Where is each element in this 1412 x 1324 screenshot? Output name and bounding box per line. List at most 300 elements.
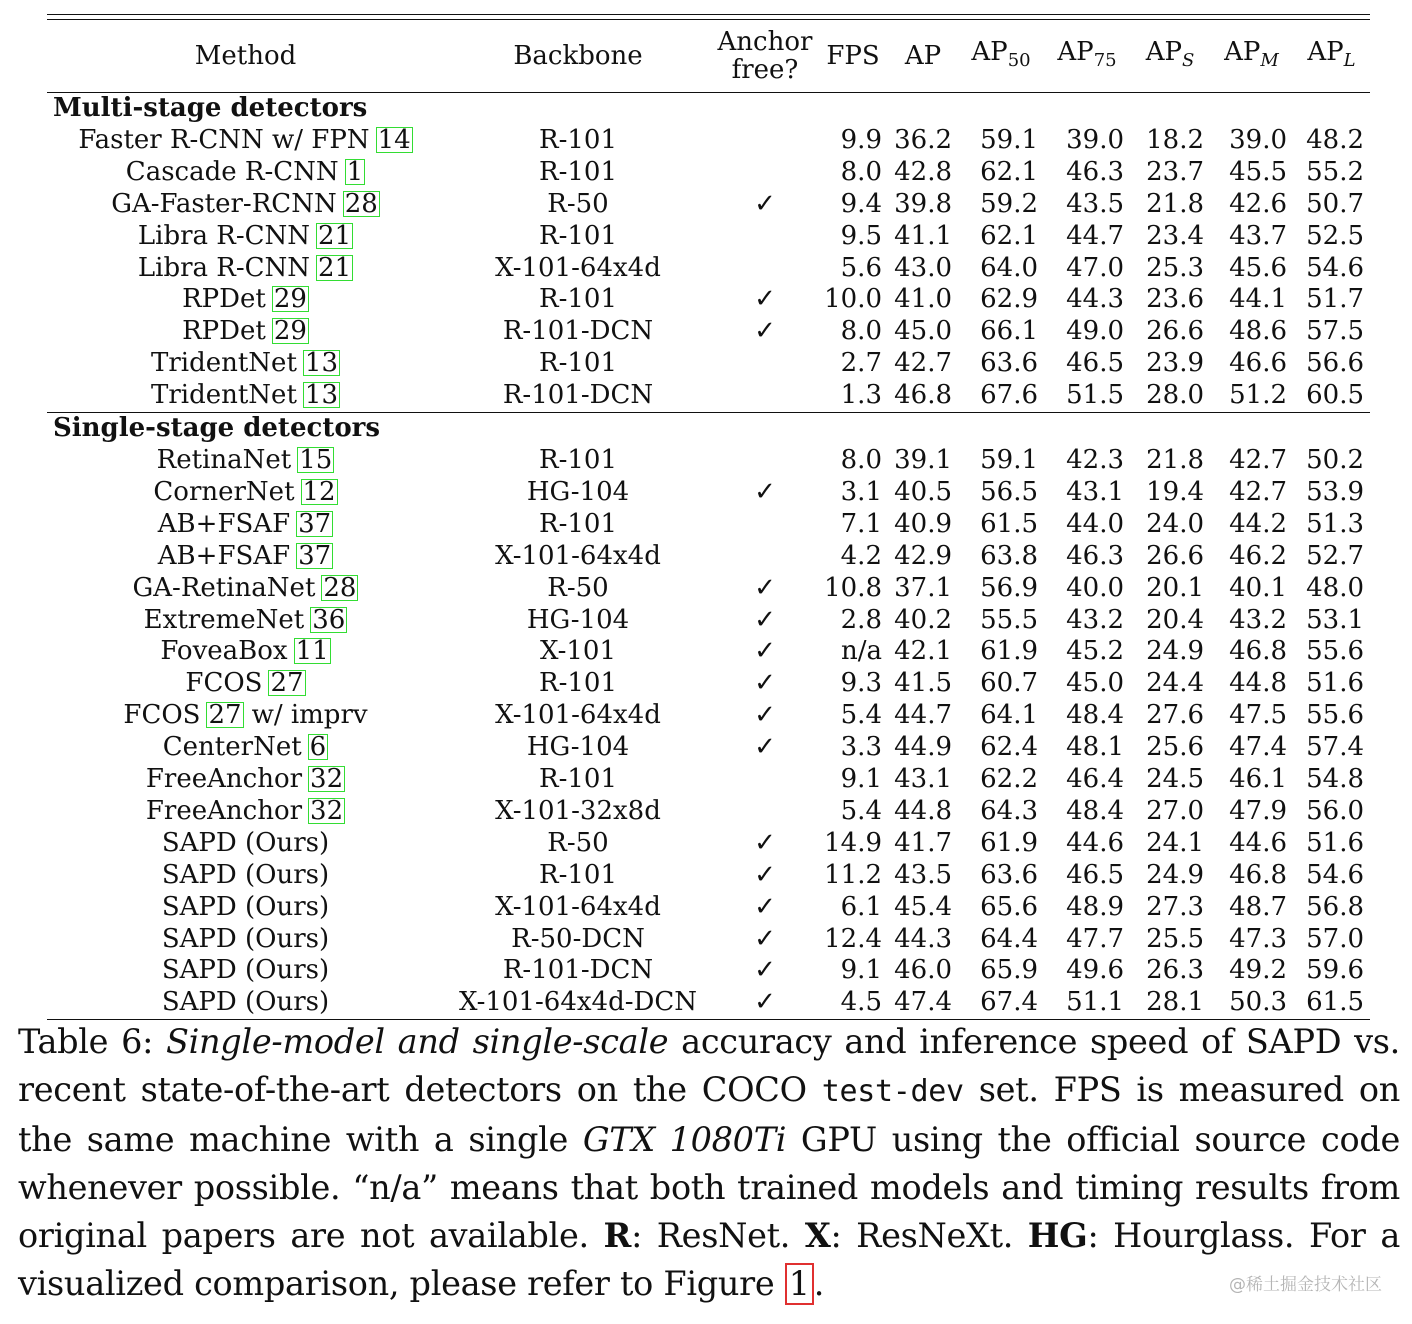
ap50-cell: 59.2 <box>980 188 1038 219</box>
ap-cell: 40.5 <box>894 476 952 507</box>
aps-cell: 24.9 <box>1146 636 1204 667</box>
table-row <box>47 189 1370 221</box>
ap75-cell: 48.1 <box>1066 732 1124 763</box>
aps-cell: 27.3 <box>1146 891 1204 922</box>
anchor-free-check: ✓ <box>754 732 776 763</box>
ap75-cell: 49.0 <box>1066 316 1124 347</box>
table-row <box>47 796 1370 828</box>
anchor-free-check: ✓ <box>754 636 776 667</box>
table-row <box>47 668 1370 700</box>
fps-cell: 4.5 <box>818 987 888 1019</box>
method-name: Cascade R-CNN <box>125 156 339 187</box>
header-anchor-line1: Anchor <box>717 27 813 57</box>
ap75-cell: 46.5 <box>1066 348 1124 379</box>
fps-cell: 6.1 <box>840 891 882 922</box>
ap50-cell: 56.9 <box>980 572 1038 603</box>
backbone-cell: X-101-64x4d-DCN <box>444 987 712 1019</box>
table-row <box>47 732 1370 764</box>
apl-cell: 50.2 <box>1306 444 1364 475</box>
table-row <box>47 253 1370 285</box>
anchor-free-check: ✓ <box>754 859 776 890</box>
ap50-cell: 59.1 <box>980 124 1038 155</box>
fps-cell: 9.1 <box>840 764 882 795</box>
ap-cell: 43.0 <box>894 252 952 283</box>
method-cell <box>47 348 444 380</box>
header-row <box>47 20 1370 93</box>
anchor-free-check <box>712 541 818 573</box>
method-name: CornerNet <box>153 476 295 507</box>
backbone-cell: R-101-DCN <box>502 380 654 411</box>
method-name: GA-Faster-RCNN <box>111 188 337 219</box>
aps-cell: 23.4 <box>1146 220 1204 251</box>
fps-cell: 8.0 <box>840 156 882 187</box>
backbone-cell: R-101 <box>539 444 617 475</box>
apm-cell: 46.8 <box>1229 636 1287 667</box>
method-name: RPDet <box>182 284 266 315</box>
aps-cell: 20.4 <box>1146 604 1204 635</box>
caption-italic-2: GTX 1080Ti <box>582 1120 787 1159</box>
fps-cell: 11.2 <box>824 859 882 890</box>
table-row <box>47 955 1370 987</box>
table-row <box>47 924 1370 956</box>
ap50-cell: 62.1 <box>980 156 1038 187</box>
apl-cell: 55.6 <box>1306 636 1364 667</box>
caption-bold-x: X <box>804 1216 831 1255</box>
aps-cell: 25.3 <box>1146 252 1204 283</box>
ap75-cell: 47.0 <box>1066 252 1124 283</box>
header-ap50 <box>958 20 1044 93</box>
ap-cell: 44.8 <box>894 795 952 826</box>
apl-cell: 60.5 <box>1306 380 1364 411</box>
anchor-free-check: ✓ <box>754 188 776 219</box>
apl-cell: 53.1 <box>1306 604 1364 635</box>
citation-link[interactable]: 29 <box>273 284 307 315</box>
ap-cell: 40.9 <box>894 508 952 539</box>
anchor-free-check <box>712 253 818 285</box>
method-name: TridentNet <box>151 380 297 411</box>
citation-link[interactable]: 28 <box>323 572 357 603</box>
citation-link[interactable]: 13 <box>304 348 338 379</box>
ap50-cell: 55.5 <box>980 604 1038 635</box>
ap-cell: 46.8 <box>894 380 952 411</box>
backbone-cell: R-50 <box>547 188 609 219</box>
aps-cell: 23.7 <box>1146 156 1204 187</box>
method-name: SAPD (Ours) <box>161 827 330 858</box>
aps-cell: 21.8 <box>1146 188 1204 219</box>
apl-cell: 54.6 <box>1306 859 1364 890</box>
section-header-row <box>47 93 1370 125</box>
table-row <box>47 860 1370 892</box>
method-name: SAPD (Ours) <box>161 923 330 954</box>
fps-cell: 10.8 <box>824 572 882 603</box>
aps-cell: 28.1 <box>1130 987 1210 1019</box>
citation-link[interactable]: 37 <box>298 508 332 539</box>
aps-cell: 23.9 <box>1146 348 1204 379</box>
fps-cell: 3.3 <box>840 732 882 763</box>
figure-ref-link[interactable]: 1 <box>785 1263 814 1305</box>
table-row <box>47 380 1370 412</box>
header-backbone: Backbone <box>513 41 643 71</box>
backbone-cell: X-101-64x4d <box>495 700 661 731</box>
ap75-cell: 46.4 <box>1066 764 1124 795</box>
ap50-cell: 64.0 <box>980 252 1038 283</box>
header-aps-main: AP <box>1145 36 1182 67</box>
header-ap50-sub: 50 <box>1007 49 1031 71</box>
aps-cell: 18.2 <box>1146 124 1204 155</box>
fps-cell: n/a <box>840 636 882 667</box>
method-cell <box>47 284 444 316</box>
ap50-cell: 63.6 <box>980 859 1038 890</box>
ap75-cell: 39.0 <box>1066 124 1124 155</box>
ap50-cell: 61.5 <box>980 508 1038 539</box>
citation-link[interactable]: 21 <box>318 252 352 283</box>
ap-cell: 40.2 <box>894 604 952 635</box>
anchor-free-check: ✓ <box>754 827 776 858</box>
ap75-cell: 48.9 <box>1066 891 1124 922</box>
ap75-cell: 44.3 <box>1066 284 1124 315</box>
header-ap75-main: AP <box>1057 36 1094 67</box>
ap50-cell: 59.1 <box>980 444 1038 475</box>
method-name: CenterNet <box>162 732 302 763</box>
apm-cell: 46.2 <box>1229 540 1287 571</box>
fps-cell: 14.9 <box>824 827 882 858</box>
apm-cell: 46.1 <box>1229 764 1287 795</box>
fps-cell: 1.3 <box>840 380 882 411</box>
ap-cell: 42.8 <box>894 156 952 187</box>
method-cell <box>47 860 444 892</box>
backbone-cell: HG-104 <box>526 604 630 635</box>
anchor-free-check <box>712 796 818 828</box>
table-body <box>47 93 1370 1020</box>
aps-cell: 21.8 <box>1146 444 1204 475</box>
citation-link[interactable]: 6 <box>309 732 327 763</box>
ap75-cell: 51.1 <box>1044 987 1130 1019</box>
table-row <box>47 987 1370 1019</box>
ap50-cell: 62.9 <box>980 284 1038 315</box>
citation-link[interactable]: 29 <box>273 316 307 347</box>
ap75-cell: 40.0 <box>1066 572 1124 603</box>
backbone-cell: R-101 <box>539 124 617 155</box>
apl-cell: 51.3 <box>1306 508 1364 539</box>
apl-cell: 48.2 <box>1306 124 1364 155</box>
fps-cell: 7.1 <box>840 508 882 539</box>
anchor-free-check: ✓ <box>754 604 776 635</box>
aps-cell: 27.6 <box>1146 700 1204 731</box>
apm-cell: 48.6 <box>1229 316 1287 347</box>
ap50-cell: 63.6 <box>980 348 1038 379</box>
apm-cell: 43.2 <box>1229 604 1287 635</box>
method-cell <box>47 221 444 253</box>
method-name: Libra R-CNN <box>137 252 311 283</box>
method-cell <box>47 924 444 956</box>
results-table-container <box>47 14 1370 1020</box>
header-apl-sub: L <box>1343 49 1356 71</box>
fps-cell: 10.0 <box>824 284 882 315</box>
method-cell <box>47 253 444 285</box>
anchor-free-check <box>712 380 818 412</box>
anchor-free-check: ✓ <box>754 923 776 954</box>
ap75-cell: 46.5 <box>1066 859 1124 890</box>
apl-cell: 61.5 <box>1293 987 1370 1019</box>
table-row <box>47 892 1370 924</box>
method-cell <box>47 892 444 924</box>
method-cell <box>47 828 444 860</box>
ap75-cell: 47.7 <box>1066 923 1124 954</box>
backbone-cell: HG-104 <box>526 732 630 763</box>
apm-cell: 47.5 <box>1229 700 1287 731</box>
caption-text-1: accuracy and inference speed of SAPD vs. recent state-of-the-art detectors on the COCO <box>18 1022 1400 1109</box>
method-cell <box>47 636 444 668</box>
ap-cell: 41.1 <box>894 220 952 251</box>
table-row <box>47 509 1370 541</box>
fps-cell: 8.0 <box>840 444 882 475</box>
header-apm-sub: M <box>1260 49 1279 71</box>
table-row <box>47 125 1370 157</box>
anchor-free-check: ✓ <box>754 891 776 922</box>
ap-cell: 43.1 <box>894 764 952 795</box>
header-anchor-free <box>712 20 818 93</box>
method-cell <box>47 668 444 700</box>
method-cell <box>47 987 444 1019</box>
anchor-free-check: ✓ <box>712 987 818 1019</box>
apl-cell: 52.5 <box>1306 220 1364 251</box>
method-name: AB+FSAF <box>157 508 291 539</box>
ap75-cell: 48.4 <box>1066 795 1124 826</box>
method-name: SAPD (Ours) <box>161 987 330 1018</box>
method-name: TridentNet <box>151 348 297 379</box>
method-name: RPDet <box>182 316 266 347</box>
backbone-cell: X-101-32x8d <box>495 795 661 826</box>
ap75-cell: 43.2 <box>1066 604 1124 635</box>
anchor-free-check: ✓ <box>754 284 776 315</box>
section-title: Single-stage detectors <box>47 413 1370 445</box>
backbone-cell: X-101-64x4d <box>495 252 661 283</box>
method-cell <box>47 157 444 189</box>
table-row <box>47 700 1370 732</box>
ap-cell: 45.4 <box>894 891 952 922</box>
header-aps <box>1130 20 1210 93</box>
fps-cell: 9.5 <box>840 220 882 251</box>
ap-cell: 45.0 <box>894 316 952 347</box>
apm-cell: 44.1 <box>1229 284 1287 315</box>
method-name: Faster R-CNN w/ FPN <box>78 124 370 155</box>
backbone-cell: R-101 <box>539 220 617 251</box>
ap-cell: 46.0 <box>894 955 952 986</box>
apl-cell: 56.6 <box>1306 348 1364 379</box>
method-name: RetinaNet <box>156 444 292 475</box>
header-ap: AP <box>904 41 942 71</box>
apm-cell: 50.3 <box>1210 987 1293 1019</box>
apm-cell: 45.5 <box>1229 156 1287 187</box>
method-cell <box>47 380 444 412</box>
fps-cell: 2.7 <box>840 348 882 379</box>
ap-cell: 47.4 <box>888 987 958 1019</box>
citation-link[interactable]: 27 <box>270 668 304 699</box>
ap75-cell: 49.6 <box>1066 955 1124 986</box>
ap-cell: 44.3 <box>894 923 952 954</box>
citation-link[interactable]: 28 <box>344 188 378 219</box>
aps-cell: 26.6 <box>1146 540 1204 571</box>
citation-link[interactable]: 21 <box>318 220 352 251</box>
backbone-cell: R-50 <box>547 827 609 858</box>
anchor-free-check: ✓ <box>754 572 776 603</box>
method-cell <box>47 605 444 637</box>
citation-link[interactable]: 36 <box>312 604 346 635</box>
ap50-cell: 63.8 <box>980 540 1038 571</box>
ap-cell: 42.1 <box>894 636 952 667</box>
table-row <box>47 573 1370 605</box>
ap50-cell: 65.9 <box>980 955 1038 986</box>
fps-cell: 8.0 <box>840 316 882 347</box>
backbone-cell: X-101 <box>540 636 616 667</box>
section-header-row <box>47 413 1370 445</box>
method-name: SAPD (Ours) <box>161 859 330 890</box>
table-row <box>47 348 1370 380</box>
method-name: Libra R-CNN <box>137 220 311 251</box>
citation-link[interactable]: 27 <box>208 700 242 731</box>
anchor-free-check <box>712 348 818 380</box>
backbone-cell: R-101 <box>539 508 617 539</box>
method-name: GA-RetinaNet <box>132 572 316 603</box>
apl-cell: 48.0 <box>1306 572 1364 603</box>
aps-cell: 27.0 <box>1146 795 1204 826</box>
aps-cell: 25.6 <box>1146 732 1204 763</box>
caption-end: . <box>813 1264 825 1303</box>
header-ap50-main: AP <box>971 36 1008 67</box>
aps-cell: 28.0 <box>1146 380 1204 411</box>
aps-cell: 20.1 <box>1146 572 1204 603</box>
ap75-cell: 42.3 <box>1066 444 1124 475</box>
fps-cell: 9.1 <box>840 955 882 986</box>
method-name: FoveaBox <box>160 636 288 667</box>
ap75-cell: 45.0 <box>1066 668 1124 699</box>
backbone-cell: R-101 <box>539 348 617 379</box>
apm-cell: 45.6 <box>1229 252 1287 283</box>
apm-cell: 48.7 <box>1229 891 1287 922</box>
citation-link[interactable]: 11 <box>295 636 329 667</box>
ap50-cell: 61.9 <box>980 636 1038 667</box>
caption-mono: test-dev <box>821 1074 964 1109</box>
header-ap75-sub: 75 <box>1093 49 1117 71</box>
ap-cell: 42.7 <box>894 348 952 379</box>
ap75-cell: 46.3 <box>1066 540 1124 571</box>
caption-text-hg: : Hourglass. For a visualized comparison, please refer to Figure <box>18 1216 1400 1303</box>
header-fps: FPS <box>826 41 880 71</box>
apl-cell: 57.4 <box>1306 732 1364 763</box>
anchor-free-check <box>712 221 818 253</box>
fps-cell: 2.8 <box>840 604 882 635</box>
aps-cell: 24.0 <box>1146 508 1204 539</box>
ap75-cell: 44.0 <box>1066 508 1124 539</box>
ap50-cell: 61.9 <box>980 827 1038 858</box>
aps-cell: 25.5 <box>1146 923 1204 954</box>
citation-link[interactable]: 13 <box>304 380 338 411</box>
apl-cell: 54.6 <box>1306 252 1364 283</box>
apm-cell: 51.2 <box>1229 380 1287 411</box>
header-apm <box>1210 20 1293 93</box>
method-cell <box>47 189 444 221</box>
method-name: ExtremeNet <box>143 604 305 635</box>
method-cell <box>47 316 444 348</box>
citation-link[interactable]: 14 <box>377 124 411 155</box>
method-name: FCOS <box>185 668 263 699</box>
header-apl <box>1293 20 1370 93</box>
method-name: SAPD (Ours) <box>161 891 330 922</box>
ap75-cell: 45.2 <box>1066 636 1124 667</box>
caption-text-3: GPU using the official source code whenever possible. “n/a” means that both trained models and timing results from original papers are not available. <box>18 1120 1400 1255</box>
method-cell <box>47 764 444 796</box>
ap-cell: 37.1 <box>894 572 952 603</box>
aps-cell: 24.9 <box>1146 859 1204 890</box>
citation-link[interactable]: 15 <box>299 444 333 475</box>
backbone-cell: R-50-DCN <box>511 923 645 954</box>
apm-cell: 43.7 <box>1229 220 1287 251</box>
apm-cell: 44.6 <box>1229 827 1287 858</box>
header-ap75 <box>1044 20 1130 93</box>
caption-bold-r: R <box>603 1216 632 1255</box>
anchor-free-check <box>712 157 818 189</box>
ap-cell: 36.2 <box>894 124 952 155</box>
citation-link[interactable]: 12 <box>302 476 336 507</box>
backbone-cell: R-101 <box>539 284 617 315</box>
caption-label: Table 6: <box>18 1022 166 1061</box>
ap-cell: 43.5 <box>894 859 952 890</box>
method-name: AB+FSAF <box>157 540 291 571</box>
table-row <box>47 477 1370 509</box>
apm-cell: 47.9 <box>1229 795 1287 826</box>
apm-cell: 42.7 <box>1229 476 1287 507</box>
aps-cell: 19.4 <box>1146 476 1204 507</box>
method-cell <box>47 541 444 573</box>
ap50-cell: 60.7 <box>980 668 1038 699</box>
method-name: FCOS <box>123 700 201 731</box>
apm-cell: 46.8 <box>1229 859 1287 890</box>
ap-cell: 44.7 <box>894 700 952 731</box>
method-cell <box>47 700 444 732</box>
ap50-cell: 64.4 <box>980 923 1038 954</box>
apl-cell: 57.5 <box>1306 316 1364 347</box>
backbone-cell: HG-104 <box>526 476 630 507</box>
anchor-free-check <box>712 445 818 477</box>
header-anchor-line2: free? <box>731 55 799 85</box>
header-apl-main: AP <box>1307 36 1344 67</box>
anchor-free-check: ✓ <box>754 955 776 986</box>
apm-cell: 39.0 <box>1229 124 1287 155</box>
method-cell <box>47 477 444 509</box>
apl-cell: 55.6 <box>1306 700 1364 731</box>
fps-cell: 3.1 <box>840 476 882 507</box>
citation-link[interactable]: 1 <box>346 156 364 187</box>
citation-link[interactable]: 37 <box>298 540 332 571</box>
apl-cell: 55.2 <box>1306 156 1364 187</box>
ap-cell: 39.8 <box>894 188 952 219</box>
citation-link[interactable]: 32 <box>310 795 344 826</box>
method-name: FreeAnchor <box>145 795 303 826</box>
apl-cell: 56.8 <box>1306 891 1364 922</box>
table-row <box>47 157 1370 189</box>
apm-cell: 44.8 <box>1229 668 1287 699</box>
caption-bold-hg: HG <box>1027 1216 1088 1255</box>
results-table <box>47 20 1370 1020</box>
method-cell <box>47 732 444 764</box>
apl-cell: 57.0 <box>1306 923 1364 954</box>
method-cell <box>47 125 444 157</box>
apl-cell: 51.7 <box>1306 284 1364 315</box>
citation-link[interactable]: 32 <box>310 764 344 795</box>
ap50-cell: 62.4 <box>980 732 1038 763</box>
aps-cell: 23.6 <box>1146 284 1204 315</box>
ap75-cell: 44.7 <box>1066 220 1124 251</box>
